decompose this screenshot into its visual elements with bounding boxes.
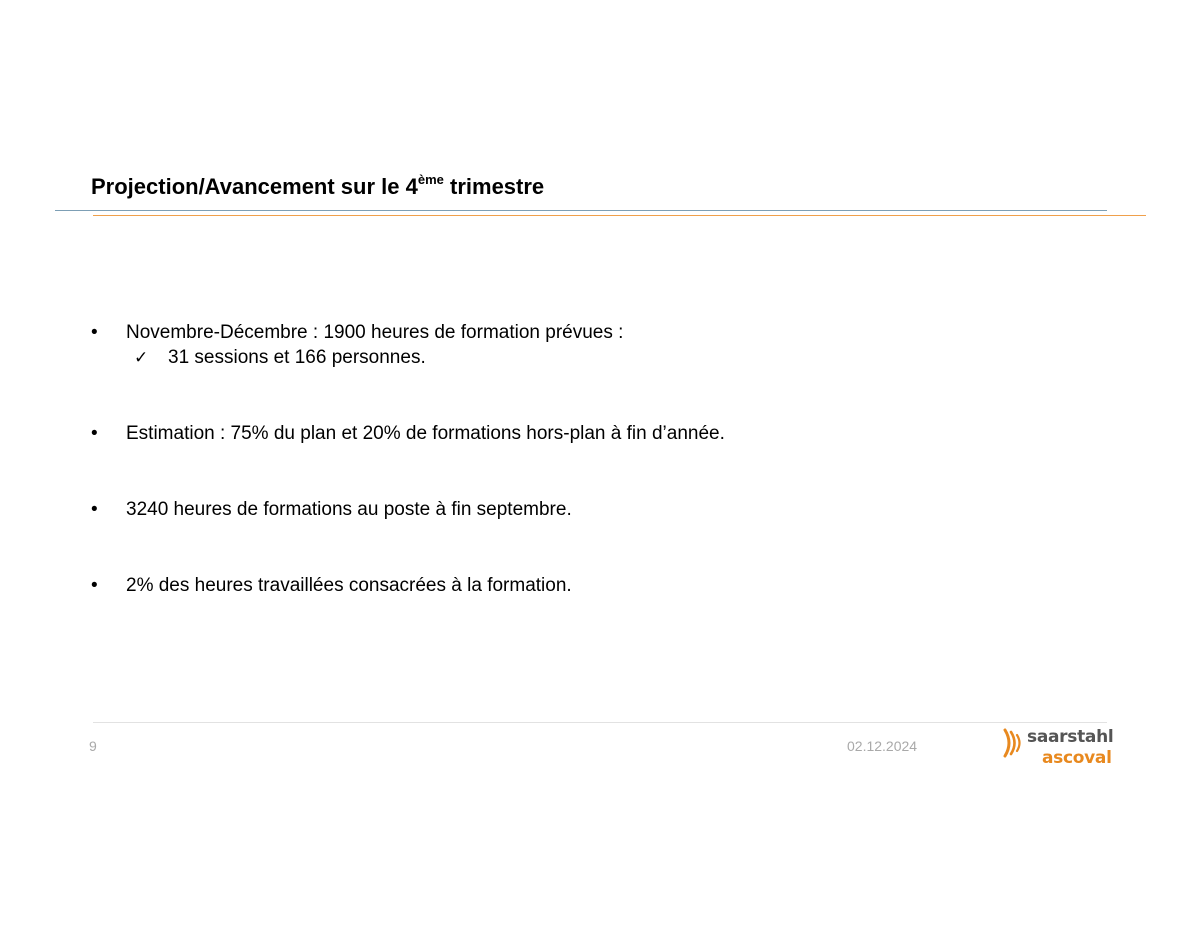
bullet-marker: • xyxy=(91,423,98,444)
slide-title-end: trimestre xyxy=(443,174,545,199)
bullet-item xyxy=(91,320,1091,370)
page-number: 9 xyxy=(89,738,97,754)
sub-bullet-item xyxy=(126,345,1091,370)
bullet-marker: • xyxy=(91,322,98,343)
bullet-marker: • xyxy=(91,499,98,520)
bullet-text: Novembre-Décembre : 1900 heures de formation prévues : xyxy=(126,322,624,343)
logo-text-saarstahl: saarstahl xyxy=(1027,727,1114,747)
bullet-list xyxy=(91,320,1091,598)
slide-title-superscript: ème xyxy=(417,171,444,187)
bullet-item xyxy=(91,421,1091,446)
logo-text-ascoval: ascoval xyxy=(1042,748,1112,768)
footer-date: 02.12.2024 xyxy=(847,738,918,754)
bullet-text: 2% des heures travaillées consacrées à la formation. xyxy=(126,575,572,596)
title-rule-blue xyxy=(55,210,1107,211)
sub-bullet-text: 31 sessions et 166 personnes. xyxy=(168,347,426,368)
saarstahl-arcs-icon xyxy=(1002,728,1026,758)
bullet-text: 3240 heures de formations au poste à fin septembre. xyxy=(126,499,572,520)
bullet-item xyxy=(91,573,1091,598)
bullet-text: Estimation : 75% du plan et 20% de formations hors-plan à fin d’année. xyxy=(126,423,725,444)
title-rule-orange xyxy=(93,215,1146,216)
bullet-marker: • xyxy=(91,575,98,596)
checkmark-icon: ✓ xyxy=(134,348,149,367)
bullet-item xyxy=(91,497,1091,522)
slide-title-main: Projection/Avancement sur le 4 xyxy=(91,174,418,199)
slide-title xyxy=(91,172,544,202)
footer-rule xyxy=(93,722,1107,723)
company-logo xyxy=(1000,726,1114,770)
